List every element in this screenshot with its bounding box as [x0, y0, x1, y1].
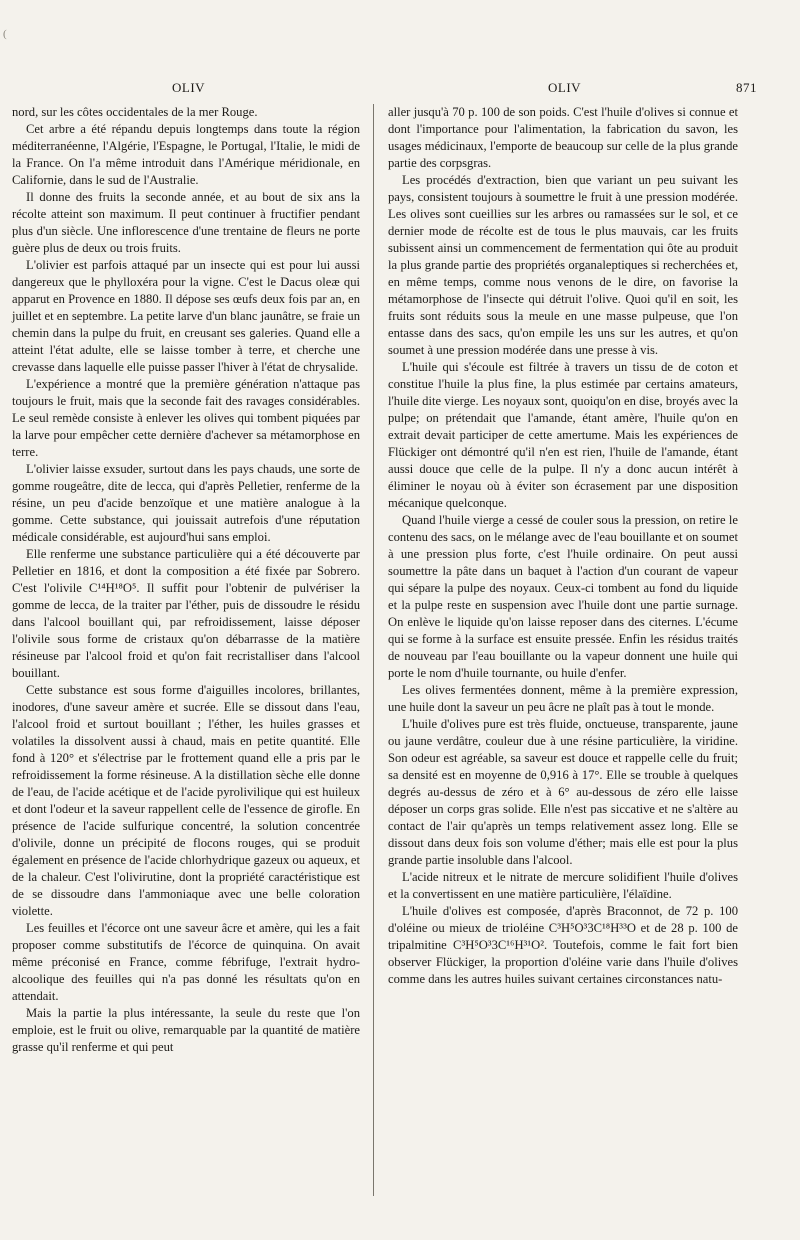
column-divider: [373, 104, 374, 1196]
paragraph: L'huile d'olives pure est très fluide, onctueuse, transparente, jaune ou jaune verdâtre, couleur due à une résine particulière, la viridine. Son odeur est agréable, sa saveur est douce et rappelle celle du fruit; sa densité est en moyenne de 0,916 à 17°. Elle se trouble à quelques degrés au-dessus de zéro et à 6° au-dessous de zéro elle laisse déposer un corps gras solide. Elle n'est pas siccative et ne s'altère au contact de l'air qu'après un temps relativement assez long. Elle se dissout dans deux fois son volume d'éther; mais elle est pour la plus grande partie insoluble dans l'alcool.: [388, 717, 738, 867]
paragraph: Elle renferme une substance particulière qui a été découverte par Pelletier en 1816, et dont la composition a été fixée par Sobrero. C'est l'olivile C¹⁴H¹⁸O⁵. Il suffit pour l'obtenir de pulvériser la gomme de lecca, de la traiter par l'éther, puis de dissoudre le résidu dans l'alcool bouillant qui, par refroidissement, laisse déposer l'olivile sous forme de cristaux qu'on débarrasse de la matière résineuse par l'alcool froid et qu'on fait recristalliser dans l'alcool bouillant.: [12, 547, 360, 680]
paragraph: Quand l'huile vierge a cessé de couler sous la pression, on retire le contenu des sacs, on le mélange avec de l'eau bouillante et on soumet à une pression plus forte, c'est l'huile ordinaire. On peut aussi soumettre la pâte dans un baquet à l'action d'un courant de vapeur qui sépare la pulpe des noyaux. Ceux-ci tombent au fond du liquide et la pulpe reste en suspension avec l'huile dont une partie surnage. On enlève le liquide qu'on laisse reposer dans des citernes. L'écume qui se forme à la surface est ensuite pressée. Enfin les résidus traités de nouveau par l'eau bouillante ou la vapeur donnent une huile qui porte le nom d'huile tournante, ou huile d'enfer.: [388, 513, 738, 680]
running-head-center: OLIV: [548, 80, 582, 95]
paragraph: aller jusqu'à 70 p. 100 de son poids. C'est l'huile d'olives si connue et dont l'importance pour l'alimentation, la fabrication du savon, les usages médicinaux, l'emporte de beaucoup sur celle de la plus grande partie des corpsgras.: [388, 105, 738, 170]
paragraph: L'olivier est parfois attaqué par un insecte qui est pour lui aussi dangereux que le phylloxéra pour la vigne. C'est le Dacus oleæ qui apparut en Provence en 1880. Il dépose ses œufs deux fois par an, en juillet et en septembre. La petite larve d'un blanc jaunâtre, se fraie un chemin dans la pulpe du fruit, en creusant ses galeries. Quand elle a atteint l'état adulte, elle se laisse tomber à terre, et cherche une crevasse dans laquelle elle puisse passer l'hiver à l'état de chrysalide.: [12, 258, 360, 374]
paragraph: L'expérience a montré que la première génération n'attaque pas toujours le fruit, mais que la seconde fait des ravages considérables. Le seul remède consiste à enlever les olives qui tombent piquées par la larve pour empêcher cette dernière d'achever sa métamorphose en terre.: [12, 377, 360, 459]
paragraph: L'olivier laisse exsuder, surtout dans les pays chauds, une sorte de gomme rougeâtre, dite de lecca, qui d'après Pelletier, renferme de la résine, un peu d'acide benzoïque et une matière analogue à la gomme. Cette substance, qui jouissait autrefois d'une réputation médicale considérable, est aujourd'hui sans emploi.: [12, 462, 360, 544]
margin-mark: (: [3, 28, 7, 40]
paragraph: Cette substance est sous forme d'aiguilles incolores, brillantes, inodores, d'une saveur amère et sucrée. Elle se dissout dans l'eau, l'alcool froid et surtout bouillant ; l'éther, les huiles grasses et volatiles la dissolvent aussi à chaud, mais en petite quantité. Elle fond à 120° et s'électrise par le frottement quand elle a pris par le refroidissement la forme résineuse. A la distillation sèche elle donne de l'eau, de l'acide acétique et de l'acide pyrolivilique qui est huileux et dont l'odeur et la saveur rappellent celle de l'essence de girofle. En présence de l'acide sulfurique concentré, la solution concentrée d'olivile, donne un précipité de flocons rouges, qui se produit également en présence de l'acide chlorhydrique gazeux ou aqueux, et de la chaleur. C'est l'olivirutine, dont la propriété caractéristique est de se dissoudre dans l'ammoniaque avec une belle coloration violette.: [12, 683, 360, 918]
right-column: [388, 104, 738, 988]
paragraph: L'acide nitreux et le nitrate de mercure solidifient l'huile d'olives et la convertissent en une matière particulière, l'élaïdine.: [388, 870, 738, 901]
paragraph: Mais la partie la plus intéressante, la seule du reste que l'on emploie, est le fruit ou olive, remarquable par la quantité de matière grasse qu'il renferme et qui peut: [12, 1006, 360, 1054]
paragraph: Cet arbre a été répandu depuis longtemps dans toute la région méditerranéenne, l'Algérie, l'Espagne, le Portugal, l'Italie, le midi de la France. On l'a même introduit dans l'Amérique méridionale, en Californie, dans le sud de l'Australie.: [12, 122, 360, 187]
paragraph: L'huile qui s'écoule est filtrée à travers un tissu de de coton et constitue l'huile la plus fine, la plus estimée par certains amateurs, l'huile dite vierge. Les noyaux sont, quoiqu'on en dise, broyés avec la pulpe; on prétendait que l'amande, étant amère, l'huile qu'on en extrait devait participer de cette amertume. Mais les expériences de Flückiger ont démontré qu'il n'en est rien, l'huile de l'amande, étant aussi douce que celle de la pulpe. Il n'y a donc aucun intérêt à éliminer le noyau où à éviter son écrasement par une disposition mécanique quelconque.: [388, 360, 738, 510]
paragraph: L'huile d'olives est composée, d'après Braconnot, de 72 p. 100 d'oléine ou mieux de trioléine C³H⁵O³3C¹⁸H³³O et de 28 p. 100 de tripalmitine C³H⁵O³3C¹⁶H³¹O². Toutefois, comme le fait fort bien observer Flückiger, la proportion d'oléine varie dans l'huile d'olives comme dans les autres huiles suivant certaines circonstances natu-: [388, 904, 738, 986]
paragraph: nord, sur les côtes occidentales de la mer Rouge.: [12, 105, 258, 119]
paragraph: Il donne des fruits la seconde année, et au bout de six ans la récolte atteint son maximum. Il peut continuer à fructifier pendant plus d'un siècle. Une inflorescence d'une trentaine de fleurs ne porte guère plus de deux ou trois fruits.: [12, 190, 360, 255]
page-number: 871: [736, 80, 757, 95]
left-column: [12, 104, 360, 1056]
paragraph: Les procédés d'extraction, bien que variant un peu suivant les pays, consistent toujours à soumettre le fruit à une pression modérée. Les olives sont cueillies sur les arbres ou ramassées sur le sol, et ce dernier mode de récolte est de tous le plus mauvais, car les fruits subissent ainsi un commencement de fermentation qui ôte au produit la plus grande partie des propriétés organaleptiques si recherchées et, en même temps, comme nous venons de le dire, on favorise la métamorphose de l'insecte qui détruit l'olive. Quoi qu'il en soit, les fruits sont réduits sous la meule en une masse pulpeuse, que l'on entasse dans des sacs, qu'on empile les uns sur les autres, et qu'on soumet à une pression modérée dans une presse à vis.: [388, 173, 738, 357]
paragraph: Les olives fermentées donnent, même à la première expression, une huile dont la saveur un peu âcre ne plaît pas à tout le monde.: [388, 683, 738, 714]
running-head-left: OLIV: [172, 80, 206, 95]
paragraph: Les feuilles et l'écorce ont une saveur âcre et amère, qui les a fait proposer comme substitutifs de l'écorce de quinquina. On avait même préconisé en France, comme fébrifuge, l'extrait hydro-alcoolique des feuilles qui n'a pas donné les résultats qu'on en attendait.: [12, 921, 360, 1003]
